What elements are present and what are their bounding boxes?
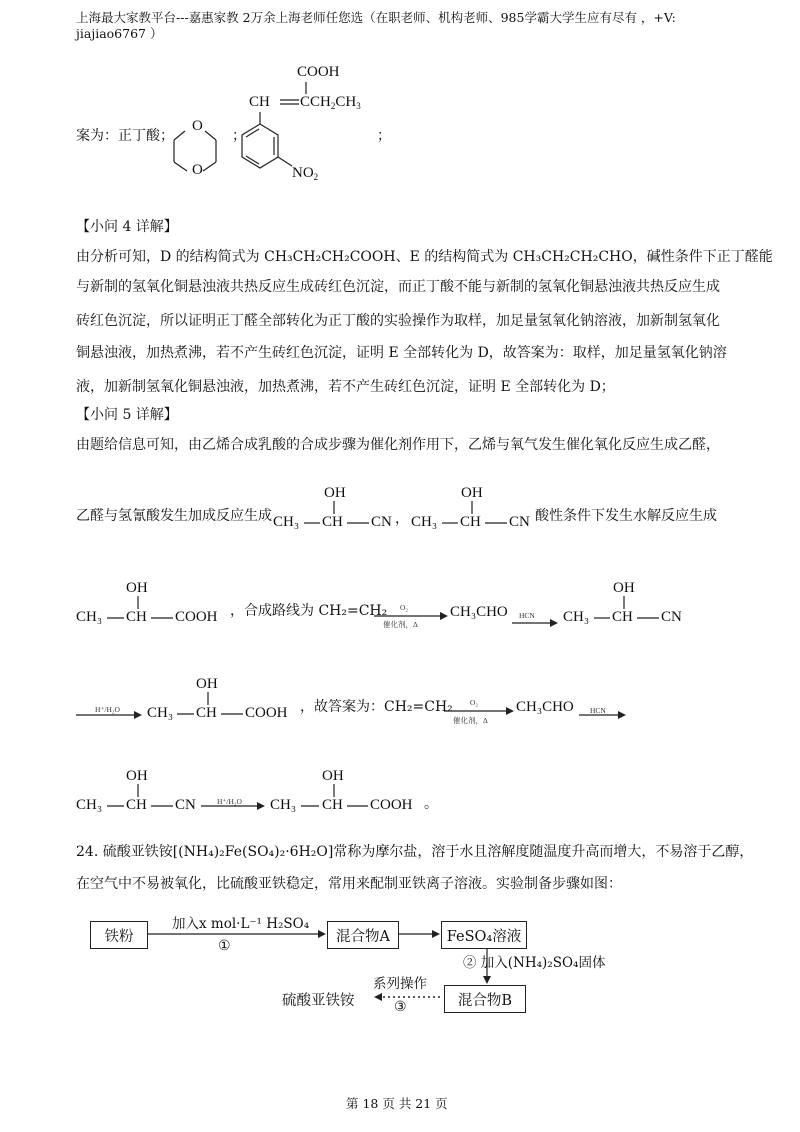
cooh-label: COOH — [297, 64, 340, 80]
lactic1-oh: OH — [126, 580, 148, 596]
lactic3-oh: OH — [322, 768, 344, 784]
answer-arrow3-top: H⁺/H₂O — [217, 797, 242, 806]
mol2-oh: OH — [461, 485, 483, 501]
q5-line-2c: 酸性条件下发生水解反应生成 — [535, 508, 717, 524]
q4-heading: 【小问 4 详解】 — [76, 219, 178, 235]
mol4-ch: CH — [126, 797, 147, 813]
mol1-ch: CH — [322, 514, 343, 530]
mol1-cn: CN — [371, 514, 392, 530]
q5-line-2a: 乙醛与氢氰酸发生加成反应生成 — [76, 508, 272, 524]
q5-line-2b: ， — [395, 511, 409, 527]
flow-box-a: 混合物A — [327, 921, 399, 949]
q4-line-2: 与新制的氢氧化铜悬浊液共热反应生成砖红色沉淀，而正丁酸不能与新制的氢氧化铜悬浊液共热反应生成 — [76, 279, 720, 295]
dioxane-o-top: O — [192, 118, 203, 134]
mol4-ch3: CH₃ — [76, 797, 103, 813]
lactic2-ch: CH — [196, 705, 217, 721]
lactic2-oh: OH — [196, 676, 218, 692]
mol3-ch: CH — [612, 609, 633, 625]
q3-sep-1: ； — [232, 128, 246, 144]
flow-product: 硫酸亚铁铵 — [282, 993, 355, 1009]
dioxane-o-bottom: O — [192, 162, 203, 178]
answer-end: 。 — [424, 796, 438, 812]
q4-line-4: 铜悬浊液，加热煮沸，若不产生砖红色沉淀，证明 E 全部转化为 D，故答案为：取样，加足量氢氧化钠溶 — [76, 345, 727, 361]
mol4-oh: OH — [126, 768, 148, 784]
lactic3-ch: CH — [322, 797, 343, 813]
flow-step1-num: ① — [218, 938, 231, 954]
route-arrow1-top: O₂ — [400, 603, 409, 612]
q5-heading: 【小问 5 详解】 — [76, 407, 178, 423]
flow-box-b: 混合物B — [444, 985, 526, 1013]
answer-ch3cho: CH₃CHO — [516, 699, 574, 715]
flow-step1-reagent: 加入x mol·L⁻¹ H₂SO₄ — [172, 916, 310, 932]
lactic3-ch3: CH₃ — [270, 797, 297, 813]
flow-arrow-dotted — [0, 0, 1, 1]
mol1-oh: OH — [324, 485, 346, 501]
mol3-ch3: CH₃ — [563, 609, 590, 625]
lactic2-ch3: CH₃ — [147, 705, 174, 721]
mol1-ch3: CH₃ — [273, 514, 300, 530]
page-footer: 第 18 页 共 21 页 — [346, 1096, 448, 1111]
header-line-1: 上海最大家教平台---嘉惠家教 2万余上海老师任您选（在职老师、机构老师、985学霸大学生应有尽有 ，+V: — [76, 10, 676, 25]
route-label: ，合成路线为 CH₂=CH₂ — [230, 603, 388, 619]
lactic1-ch3: CH₃ — [76, 609, 103, 625]
q3-answer-lead: 案为：正丁酸； — [76, 128, 174, 144]
no2-label: $NO_2$ — [292, 165, 319, 182]
route-arrow2-top: HCN — [519, 611, 535, 620]
mol4-cn: CN — [175, 797, 196, 813]
route-arrow1-bottom: 催化剂，Δ — [383, 620, 418, 629]
nitro-compound-bonds — [240, 80, 350, 200]
q5-line-1: 由题给信息可知，由乙烯合成乳酸的合成步骤为催化剂作用下，乙烯与氧气发生催化氧化反应生成乙醛， — [76, 437, 720, 453]
q4-line-3: 砖红色沉淀，所以证明正丁醛全部转化为正丁酸的实验操作为取样，加足量氢氧化钠溶液，加新制氢氧化 — [76, 313, 720, 329]
flow-box-iron: 铁粉 — [90, 921, 148, 949]
chain-ch: CH — [249, 94, 270, 110]
lactic1-ch: CH — [126, 609, 147, 625]
flow-box-feso4: FeSO₄溶液 — [441, 921, 527, 949]
q4-line-5: 液，加新制氢氧化铜悬浊液，加热煮沸，若不产生砖红色沉淀，证明 E 全部转化为 D； — [76, 379, 615, 395]
answer-arrow1-top: O₂ — [470, 698, 479, 707]
route-arrow3-top: H⁺/H₂O — [95, 705, 120, 714]
q4-line-1: 由分析可知，D 的结构简式为 CH₃CH₂CH₂COOH、E 的结构简式为 CH₃CH₂CH₂CHO，碱性条件下正丁醛能 — [76, 249, 773, 265]
lactic1-cooh: COOH — [175, 609, 218, 625]
mol2-ch3: CH₃ — [411, 514, 438, 530]
mol2-cn: CN — [509, 514, 530, 530]
q24-line-1: 24. 硫酸亚铁铵[(NH₄)₂Fe(SO₄)₂·6H₂O]常称为摩尔盐，溶于水且溶解度随温度升高而增大，不易溶于乙醇， — [76, 844, 754, 860]
q24-line-2: 在空气中不易被氧化，比硫酸亚铁稳定，常用来配制亚铁离子溶液。实验制备步骤如图： — [76, 876, 622, 892]
route-ch3cho: CH₃CHO — [450, 604, 508, 620]
q3-sep-2: ； — [377, 128, 391, 144]
answer-label: ，故答案为：CH₂=CH₂ — [300, 699, 453, 715]
mol2-ch: CH — [460, 514, 481, 530]
answer-arrow1-bottom: 催化剂，Δ — [453, 716, 488, 725]
answer-arrow2-top: HCN — [590, 706, 606, 715]
header-line-2: jiajiao6767 ） — [76, 26, 163, 41]
lactic2-cooh: COOH — [245, 705, 288, 721]
mol3-oh: OH — [613, 580, 635, 596]
mol3-cn: CN — [661, 609, 682, 625]
chain-cch2ch3: $CCH_2CH_3$ — [300, 94, 361, 111]
lactic3-cooh: COOH — [370, 797, 413, 813]
flow-step3-label: 系列操作 — [373, 976, 427, 992]
flow-step3-num: ③ — [394, 999, 407, 1015]
flow-step2: ② 加入(NH₄)₂SO₄固体 — [463, 955, 606, 971]
